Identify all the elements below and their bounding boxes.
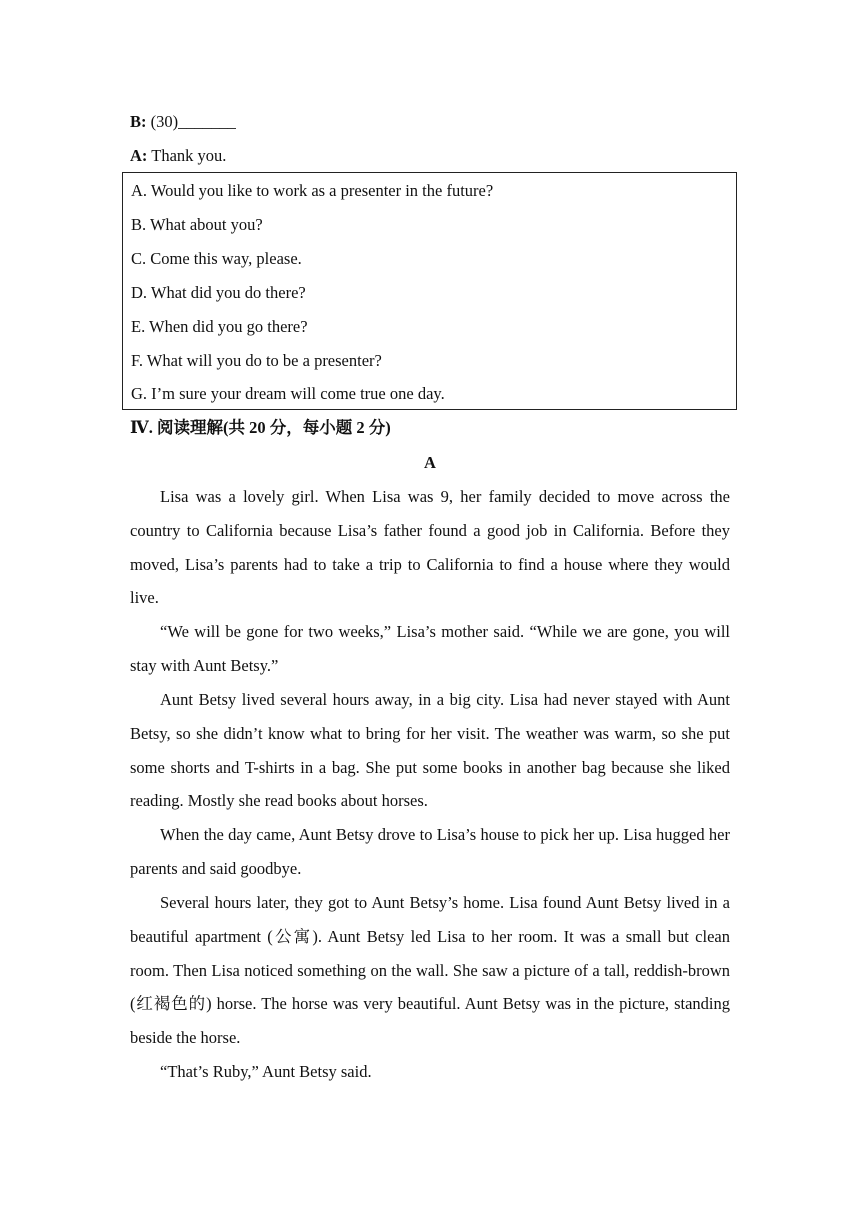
paragraph: Lisa was a lovely girl. When Lisa was 9, her family decided to move across the country to California because Lisa’s father found a good job in California. Before they moved, Lisa’s parents had to take a trip to California to find a house where they would live. bbox=[130, 487, 730, 608]
dialogue-line-a bbox=[130, 146, 226, 166]
option-a: A. Would you like to work as a presenter in the future? bbox=[131, 181, 494, 200]
dialogue-text: (30)_______ bbox=[146, 112, 236, 131]
speaker-label: A: bbox=[130, 146, 148, 165]
paragraph: When the day came, Aunt Betsy drove to Lisa’s house to pick her up. Lisa hugged her parents and said goodbye. bbox=[130, 825, 730, 878]
speaker-label: B: bbox=[130, 112, 147, 131]
paragraph: Several hours later, they got to Aunt Betsy’s home. Lisa found Aunt Betsy lived in a beautiful apartment (公寓). Aunt Betsy led Lisa to her room. It was a small but clean room. Then Lisa noticed something on the wall. She saw a picture of a tall, reddish-brown (红褐色的) horse. The horse was very beautiful. Aunt Betsy was in the picture, standing beside the horse. bbox=[130, 893, 730, 1048]
option-b: B. What about you? bbox=[131, 215, 263, 234]
option-d: D. What did you do there? bbox=[131, 283, 306, 302]
option-e: E. When did you go there? bbox=[131, 317, 308, 336]
paragraph: “We will be gone for two weeks,” Lisa’s mother said. “While we are gone, you will stay with Aunt Betsy.” bbox=[130, 622, 730, 675]
dialogue-line-b bbox=[130, 112, 236, 132]
dialogue-text: Thank you. bbox=[147, 146, 227, 165]
options-box bbox=[122, 172, 737, 410]
passage-label: A bbox=[424, 453, 436, 472]
section-heading: Ⅳ. 阅读理解(共 20 分，每小题 2 分) bbox=[130, 418, 391, 437]
option-g: G. I’m sure your dream will come true one day. bbox=[131, 384, 445, 403]
option-c: C. Come this way, please. bbox=[131, 249, 302, 268]
paragraph: “That’s Ruby,” Aunt Betsy said. bbox=[160, 1062, 372, 1081]
option-f: F. What will you do to be a presenter? bbox=[131, 351, 382, 370]
paragraph: Aunt Betsy lived several hours away, in a big city. Lisa had never stayed with Aunt Betsy, so she didn’t know what to bring for her visit. The weather was warm, so she put some shorts and T-shirts in a bag. She put some books in another bag because she liked reading. Mostly she read books about horses. bbox=[130, 690, 730, 811]
